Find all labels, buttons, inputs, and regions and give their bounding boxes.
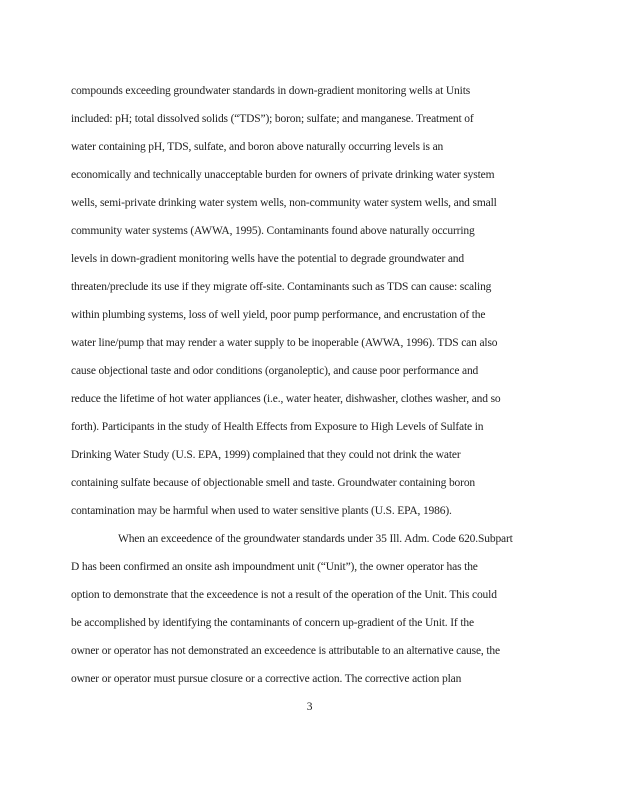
- text-line: threaten/preclude its use if they migrate off-site. Contaminants such as TDS can cause: scaling: [71, 281, 492, 293]
- text-line: containing sulfate because of objectionable smell and taste. Groundwater containing boron: [71, 477, 476, 489]
- text-line: contamination may be harmful when used to water sensitive plants (U.S. EPA, 1986).: [71, 505, 452, 517]
- text-line: When an exceedence of the groundwater standards under 35 Ill. Adm. Code 620.Subpart: [118, 533, 513, 545]
- text-line: levels in down-gradient monitoring wells have the potential to degrade groundwater and: [71, 253, 464, 265]
- text-line: Drinking Water Study (U.S. EPA, 1999) complained that they could not drink the water: [71, 449, 461, 461]
- text-line: forth). Participants in the study of Health Effects from Exposure to High Levels of Sulfate in: [71, 421, 484, 433]
- text-line: within plumbing systems, loss of well yield, poor pump performance, and encrustation of the: [71, 309, 486, 321]
- text-line: owner or operator must pursue closure or a corrective action. The corrective action plan: [71, 673, 462, 685]
- text-line: cause objectional taste and odor conditions (organoleptic), and cause poor performance and: [71, 365, 479, 377]
- text-line: wells, semi-private drinking water system wells, non-community water system wells, and small: [71, 197, 497, 209]
- text-line: reduce the lifetime of hot water appliances (i.e., water heater, dishwasher, clothes washer, and so: [71, 393, 501, 405]
- text-line: water line/pump that may render a water supply to be inoperable (AWWA, 1996). TDS can also: [71, 337, 498, 349]
- text-line: economically and technically unacceptable burden for owners of private drinking water system: [71, 169, 495, 181]
- text-line: D has been confirmed an onsite ash impoundment unit (“Unit”), the owner operator has the: [71, 561, 478, 573]
- text-line: included: pH; total dissolved solids (“TDS”); boron; sulfate; and manganese. Treatment of: [71, 113, 474, 125]
- text-line: compounds exceeding groundwater standards in down-gradient monitoring wells at Units: [71, 85, 471, 97]
- text-line: be accomplished by identifying the contaminants of concern up-gradient of the Unit. If the: [71, 617, 474, 629]
- text-line: community water systems (AWWA, 1995). Contaminants found above naturally occurring: [71, 225, 475, 237]
- page-number: 3: [306, 701, 313, 713]
- text-line: owner or operator has not demonstrated an exceedence is attributable to an alternative cause, the: [71, 645, 500, 657]
- text-line: option to demonstrate that the exceedence is not a result of the operation of the Unit. This could: [71, 589, 497, 601]
- text-line: water containing pH, TDS, sulfate, and boron above naturally occurring levels is an: [71, 141, 444, 153]
